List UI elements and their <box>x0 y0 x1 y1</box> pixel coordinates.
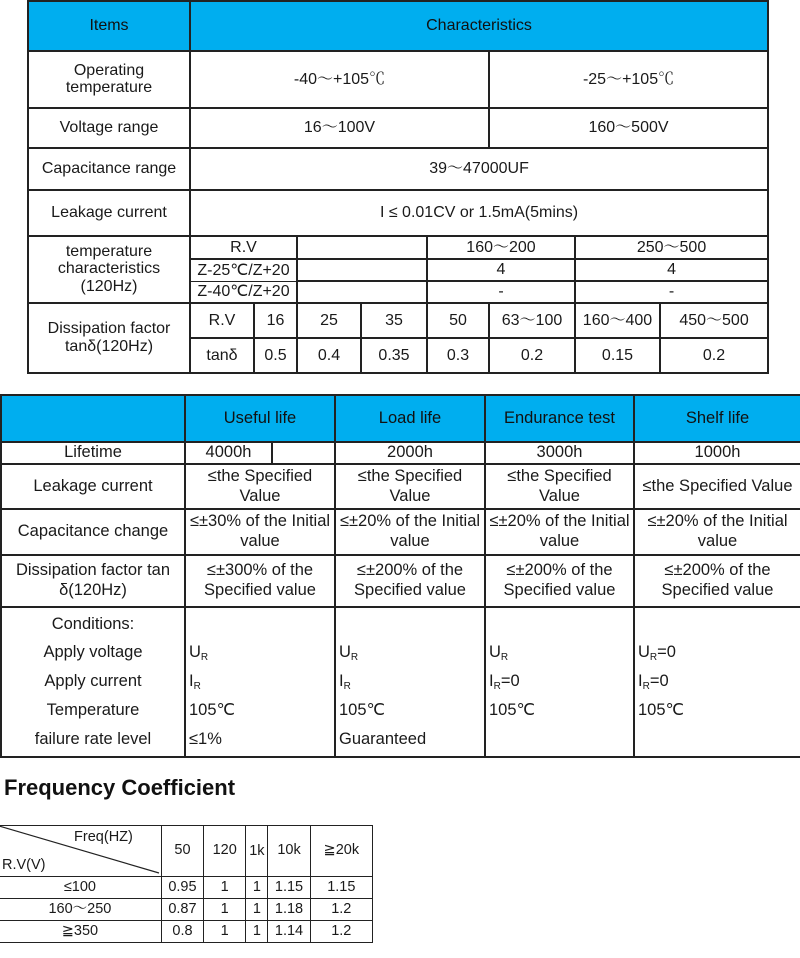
freq-header: ≧20k <box>310 826 372 877</box>
spec-header-row <box>28 1 768 51</box>
lifetime-load: 2000h <box>335 442 485 464</box>
freq-header: 120 <box>204 826 246 877</box>
freq-value: 1 <box>204 921 246 943</box>
current-symbol: I <box>189 672 194 690</box>
leakage-row <box>1 464 800 509</box>
failure-rate-value: Guaranteed <box>339 730 427 748</box>
corner-diagonal <box>0 826 161 876</box>
dissipation-tan-value: 0.35 <box>361 338 427 373</box>
items-header: Items <box>28 1 190 51</box>
apply-current-value <box>339 667 484 696</box>
current-symbol: I <box>339 672 344 690</box>
apply-voltage-value <box>339 638 484 667</box>
conditions-useful <box>185 607 335 757</box>
temp-char-z25-label: Z-25℃/Z+20 <box>190 259 297 281</box>
leakage-current-label: Leakage current <box>28 190 190 236</box>
temp-char-z40-blank <box>297 281 427 303</box>
failure-rate-value <box>489 725 633 754</box>
dissipation-change-load: ≤±200% of the Specified value <box>335 555 485 607</box>
voltage-symbol: U <box>339 643 351 661</box>
dissipation-rv-value: 160～400 <box>575 303 660 338</box>
dissipation-tan-value: 0.15 <box>575 338 660 373</box>
current-subscript: R <box>642 681 650 692</box>
leakage-load: ≤the Specified Value <box>335 464 485 509</box>
conditions-shelf <box>634 607 800 757</box>
temperature-value: 105℃ <box>489 701 536 719</box>
leakage-label: Leakage current <box>1 464 185 509</box>
dissipation-tan-value: 0.5 <box>254 338 297 373</box>
freq-value: 1.15 <box>310 877 372 899</box>
apply-voltage-label: Apply voltage <box>43 643 143 661</box>
temp-char-z25-blank <box>297 259 427 281</box>
current-subscript: R <box>343 681 351 692</box>
freq-value: 0.8 <box>161 921 203 943</box>
temp-char-rv-blank <box>297 236 427 259</box>
dissipation-rv-value: 35 <box>361 303 427 338</box>
lifetime-shelf: 1000h <box>634 442 800 464</box>
lifetime-label: Lifetime <box>1 442 185 464</box>
temperature-value: 105℃ <box>189 701 236 719</box>
freq-value: 1.2 <box>310 921 372 943</box>
temp-char-label: temperature characteristics (120Hz) <box>28 236 190 303</box>
lifetime-useful-value: 4000h <box>186 443 273 463</box>
freq-header-row <box>0 826 373 877</box>
failure-rate-value <box>638 725 800 754</box>
dissipation-tan-value: 0.3 <box>427 338 489 373</box>
dissipation-change-useful: ≤±300% of the Specified value <box>185 555 335 607</box>
operating-temperature-high: -25～+105℃ <box>489 51 768 108</box>
freq-value: 0.95 <box>161 877 203 899</box>
voltage-subscript: R <box>649 652 658 663</box>
leakage-shelf: ≤the Specified Value <box>634 464 800 509</box>
voltage-range-row <box>28 108 768 148</box>
current-suffix: =0 <box>649 672 669 690</box>
voltage-subscript: R <box>500 652 509 663</box>
life-header-blank <box>1 395 185 442</box>
temp-char-z40-250-500: - <box>575 281 768 303</box>
dissipation-tan-value: 0.4 <box>297 338 361 373</box>
dissipation-change-label: Dissipation factor tan δ(120Hz) <box>1 555 185 607</box>
life-header-row <box>1 395 800 442</box>
current-symbol: I <box>489 672 494 690</box>
voltage-subscript: R <box>350 652 359 663</box>
shelf-life-header: Shelf life <box>634 395 800 442</box>
conditions-load <box>335 607 485 757</box>
temperature-value: 105℃ <box>339 701 386 719</box>
temp-char-z40-label: Z-40℃/Z+20 <box>190 281 297 303</box>
conditions-endurance <box>485 607 634 757</box>
freq-value: 1 <box>246 899 268 921</box>
failure-rate-value: ≤1% <box>189 730 222 748</box>
dissipation-rv-value: 63～100 <box>489 303 575 338</box>
freq-row <box>0 921 373 943</box>
apply-current-value <box>189 667 334 696</box>
current-symbol: I <box>638 672 643 690</box>
capacitance-change-label: Capacitance change <box>1 509 185 555</box>
freq-value: 1.18 <box>268 899 310 921</box>
current-subscript: R <box>193 681 201 692</box>
voltage-symbol: U <box>638 643 650 661</box>
voltage-symbol: U <box>189 643 201 661</box>
freq-value: 1 <box>246 921 268 943</box>
temperature-value: 105℃ <box>638 701 685 719</box>
capacitance-range-row <box>28 148 768 190</box>
characteristics-header: Characteristics <box>190 1 768 51</box>
leakage-endurance: ≤the Specified Value <box>485 464 634 509</box>
dissipation-tan-value: 0.2 <box>489 338 575 373</box>
temp-char-z25-160-200: 4 <box>427 259 575 281</box>
dissipation-rv-value: 450～500 <box>660 303 768 338</box>
capacitance-change-endurance: ≤±20% of the Initial value <box>485 509 634 555</box>
current-subscript: R <box>493 681 501 692</box>
freq-row-rv: ≤100 <box>0 877 161 899</box>
capacitance-change-load: ≤±20% of the Initial value <box>335 509 485 555</box>
dissipation-rv-value: 25 <box>297 303 361 338</box>
apply-voltage-value <box>638 638 800 667</box>
freq-row-rv: ≧350 <box>0 921 161 943</box>
freq-header: 50 <box>161 826 203 877</box>
lifetime-endurance: 3000h <box>485 442 634 464</box>
useful-life-header: Useful life <box>185 395 335 442</box>
freq-row-rv: 160～250 <box>0 899 161 921</box>
dissipation-rv-value: 50 <box>427 303 489 338</box>
voltage-range-high: 160～500V <box>489 108 768 148</box>
leakage-useful: ≤the Specified Value <box>185 464 335 509</box>
temp-char-rv-row <box>28 236 768 259</box>
conditions-labels <box>1 607 185 757</box>
capacitance-change-row <box>1 509 800 555</box>
operating-temperature-row <box>28 51 768 108</box>
capacitance-range-label: Capacitance range <box>28 148 190 190</box>
temp-char-z40-160-200: - <box>427 281 575 303</box>
freq-value: 1 <box>246 877 268 899</box>
lifetime-row <box>1 442 800 464</box>
freq-header: 1k <box>246 826 268 877</box>
freq-value: 0.87 <box>161 899 203 921</box>
temp-char-z25-250-500: 4 <box>575 259 768 281</box>
freq-value: 1.14 <box>268 921 310 943</box>
voltage-suffix: =0 <box>657 643 676 661</box>
corner-freq-label: Freq(HZ) <box>74 829 133 845</box>
lifetime-useful <box>185 442 335 464</box>
leakage-current-value: I ≤ 0.01CV or 1.5mA(5mins) <box>190 190 768 236</box>
freq-value: 1.2 <box>310 899 372 921</box>
operating-temperature-label: Operating temperature <box>28 51 190 108</box>
freq-value: 1 <box>204 899 246 921</box>
corner-rv-label: R.V(V) <box>2 856 46 873</box>
apply-voltage-value <box>489 638 633 667</box>
apply-current-value <box>638 667 800 696</box>
load-life-header: Load life <box>335 395 485 442</box>
voltage-symbol: U <box>489 643 501 661</box>
apply-current-value <box>489 667 633 696</box>
freq-row <box>0 899 373 921</box>
freq-value: 1 <box>204 877 246 899</box>
freq-header: 10k <box>268 826 310 877</box>
endurance-test-header: Endurance test <box>485 395 634 442</box>
conditions-row <box>1 607 800 757</box>
voltage-range-label: Voltage range <box>28 108 190 148</box>
frequency-coefficient-title: Frequency Coefficient <box>4 775 236 800</box>
dissipation-change-shelf: ≤±200% of the Specified value <box>634 555 800 607</box>
freq-row <box>0 877 373 899</box>
apply-voltage-value <box>189 638 334 667</box>
temperature-label: Temperature <box>46 701 140 719</box>
capacitance-range-value: 39～47000UF <box>190 148 768 190</box>
temp-char-rv-160-200: 160～200 <box>427 236 575 259</box>
voltage-subscript: R <box>200 652 209 663</box>
spec-table <box>27 0 769 374</box>
dissipation-rv-row <box>28 303 768 338</box>
apply-current-label: Apply current <box>44 672 142 690</box>
dissipation-change-endurance: ≤±200% of the Specified value <box>485 555 634 607</box>
life-table <box>0 394 800 758</box>
dissipation-rv-value: 16 <box>254 303 297 338</box>
leakage-current-row <box>28 190 768 236</box>
temp-char-rv-250-500: 250～500 <box>575 236 768 259</box>
temp-char-rv-label: R.V <box>190 236 297 259</box>
dissipation-tan-value: 0.2 <box>660 338 768 373</box>
dissipation-change-row <box>1 555 800 607</box>
capacitance-change-shelf: ≤±20% of the Initial value <box>634 509 800 555</box>
current-suffix: =0 <box>500 672 520 690</box>
voltage-range-low: 16～100V <box>190 108 489 148</box>
failure-rate-label: failure rate level <box>34 730 152 748</box>
conditions-title: Conditions: <box>51 615 135 633</box>
dissipation-factor-label: Dissipation factor tanδ(120Hz) <box>28 303 190 373</box>
operating-temperature-low: -40～+105℃ <box>190 51 489 108</box>
dissipation-tan-label: tanδ <box>190 338 254 373</box>
freq-value: 1.15 <box>268 877 310 899</box>
dissipation-rv-label: R.V <box>190 303 254 338</box>
freq-corner-cell <box>0 826 161 877</box>
capacitance-change-useful: ≤±30% of the Initial value <box>185 509 335 555</box>
frequency-coefficient-table <box>0 825 373 943</box>
